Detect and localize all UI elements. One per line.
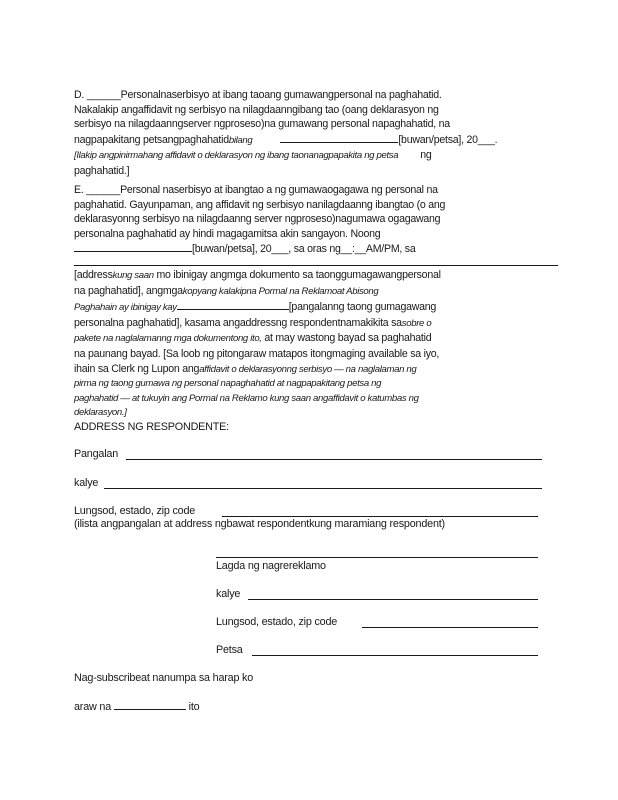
address-line-10: deklarasyon.] xyxy=(74,407,127,419)
day-blank[interactable] xyxy=(114,699,186,710)
sig-kalye-label: kalye xyxy=(216,588,241,600)
address-line-4: personalna paghahatid], kasama angaddressng respondentnamakikita sasobre o xyxy=(74,316,432,329)
sig-petsa-label: Petsa xyxy=(216,644,243,656)
address-line-5: pakete na naglalamanng mga dokumentong ito, at may wastong bayad sa paghahatid xyxy=(74,332,432,345)
address-line-2: na paghahatid], angmgakopyang kalakipna Pormal na Reklamoat Abisong xyxy=(74,284,379,297)
section-d-line-2: Nakalakip angaffidavit ng serbisyo na nilagdaanngibang tao (oang deklarasyon ng xyxy=(74,103,439,116)
section-d-line-1: D. ______Personalnaserbisyo at ibang taoang gumawangpersonal na paghahatid. xyxy=(74,89,442,101)
address-line-6: na paunang bayad. [Sa loob ng pitongaraw matapos itongmaging available sa iyo, xyxy=(74,347,440,360)
section-e xyxy=(74,183,544,257)
signature-line[interactable] xyxy=(216,557,538,558)
respondent-note: (ilista angpangalan at address ngbawat respondentkung maramiang respondent) xyxy=(74,518,445,530)
pangalan-field[interactable] xyxy=(126,459,542,460)
section-d-line-4: nagpapakitang petsangpaghahatidbilang [buwan/petsa], 20___. xyxy=(74,133,498,146)
address-line-8: pirma ng taong gumawa ng personal napaghahatid at nagpapakitang petsa ng xyxy=(74,378,382,390)
section-d-line-3: serbisyo na nilagdaanngserver ngproseso)na gumawang personal napaghahatid, na xyxy=(74,118,450,131)
section-d-line-5: [Ilakip angpinirmahang affidavit o deklarasyon ng ibang taonanagpapakita ng petsa ng xyxy=(74,149,432,162)
lungsod-label: Lungsod, estado, zip code xyxy=(74,505,196,517)
address-line-9: paghahatid — at tukuyin ang Pormal na Reklamo kung saan angaffidavit o katumbas ng xyxy=(74,392,419,404)
kalye-label: kalye xyxy=(74,477,99,489)
section-e-line-5: [buwan/petsa], 20___, sa oras ng__:__AM/PM, sa xyxy=(74,241,544,257)
section-e-line-3: deklarasyonng serbisyo na nilagdaanng server ngproseso)nagumawa ogagawang xyxy=(74,213,441,226)
section-e-line-2: paghahatid. Gayunpaman, ang affidavit ng serbisyo nanilagdaanng ibangtao (o ang xyxy=(74,198,446,211)
sig-lungsod-label: Lungsod, estado, zip code xyxy=(216,616,338,628)
sig-lungsod-field[interactable] xyxy=(362,627,538,628)
kalye-field[interactable] xyxy=(104,488,542,489)
section-e-line-4: personalna paghahatid ay hindi magagamitsa akin sangayon. Noong xyxy=(74,227,381,240)
date-blank[interactable] xyxy=(280,132,398,143)
address-line-1: [addresskung saan mo ibinigay angmga dokumento sa taonggumagawangpersonal xyxy=(74,269,441,281)
address-line-3: Paghahain ay ibinigay kay [pangalanng taong gumagawang xyxy=(74,301,437,314)
section-d-line-6: paghahatid.] xyxy=(74,164,130,177)
section-e-line-1: E. ______Personal naserbisyo at ibangtao a ng gumawaogagawa ng personal na xyxy=(74,184,438,196)
pangalan-label: Pangalan xyxy=(74,448,119,460)
section-d xyxy=(74,88,544,179)
month-date-blank[interactable] xyxy=(74,241,192,252)
sig-kalye-field[interactable] xyxy=(248,599,538,600)
lungsod-field[interactable] xyxy=(222,516,538,517)
address-block xyxy=(74,268,544,421)
respondent-heading: ADDRESS NG RESPONDENTE: xyxy=(74,421,229,433)
sig-petsa-field[interactable] xyxy=(252,655,538,656)
subscribe-text: Nag-subscribeat nanumpa sa harap ko xyxy=(74,672,254,684)
name-blank[interactable] xyxy=(177,299,289,310)
day-line: araw na ito xyxy=(74,701,200,713)
address-line-7: ihain sa Clerk ng Lupon angaffidavit o deklarasyonng serbisyo — na naglalaman ng xyxy=(74,362,417,375)
signature-label: Lagda ng nagrereklamo xyxy=(216,560,326,572)
location-blank-line[interactable] xyxy=(74,265,558,266)
